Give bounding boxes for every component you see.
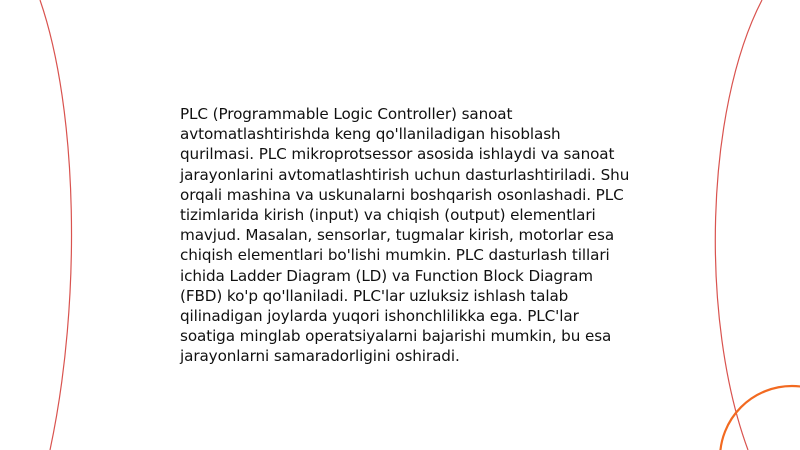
left-decorative-curve (40, 0, 72, 450)
right-decorative-curve (715, 0, 762, 450)
body-paragraph: PLC (Programmable Logic Controller) sanoat avtomatlashtirishda keng qo'llaniladigan hisoblash qurilmasi. PLC mikroprotsessor asosida ishlaydi va sanoat jarayonlarini avtomatlashtirish uchun dasturlashtiriladi. Shu orqali mashina va uskunalarni boshqarish osonlashadi. PLC tizimlarida kirish (input) va chiqish (output) elementlari mavjud. Masalan, sensorlar, tugmalar kirish, motorlar esa chiqish elementlari bo'lishi mumkin. PLC dasturlash tillari ichida Ladder Diagram (LD) va Function Block Diagram (FBD) ko'p qo'llaniladi. PLC'lar uzluksiz ishlash talab qilinadigan joylarda yuqori ishonchlilikka ega. PLC'lar soatiga minglab operatsiyalarni bajarishi mumkin, bu esa jarayonlarni samaradorligini oshiradi. (180, 105, 630, 366)
